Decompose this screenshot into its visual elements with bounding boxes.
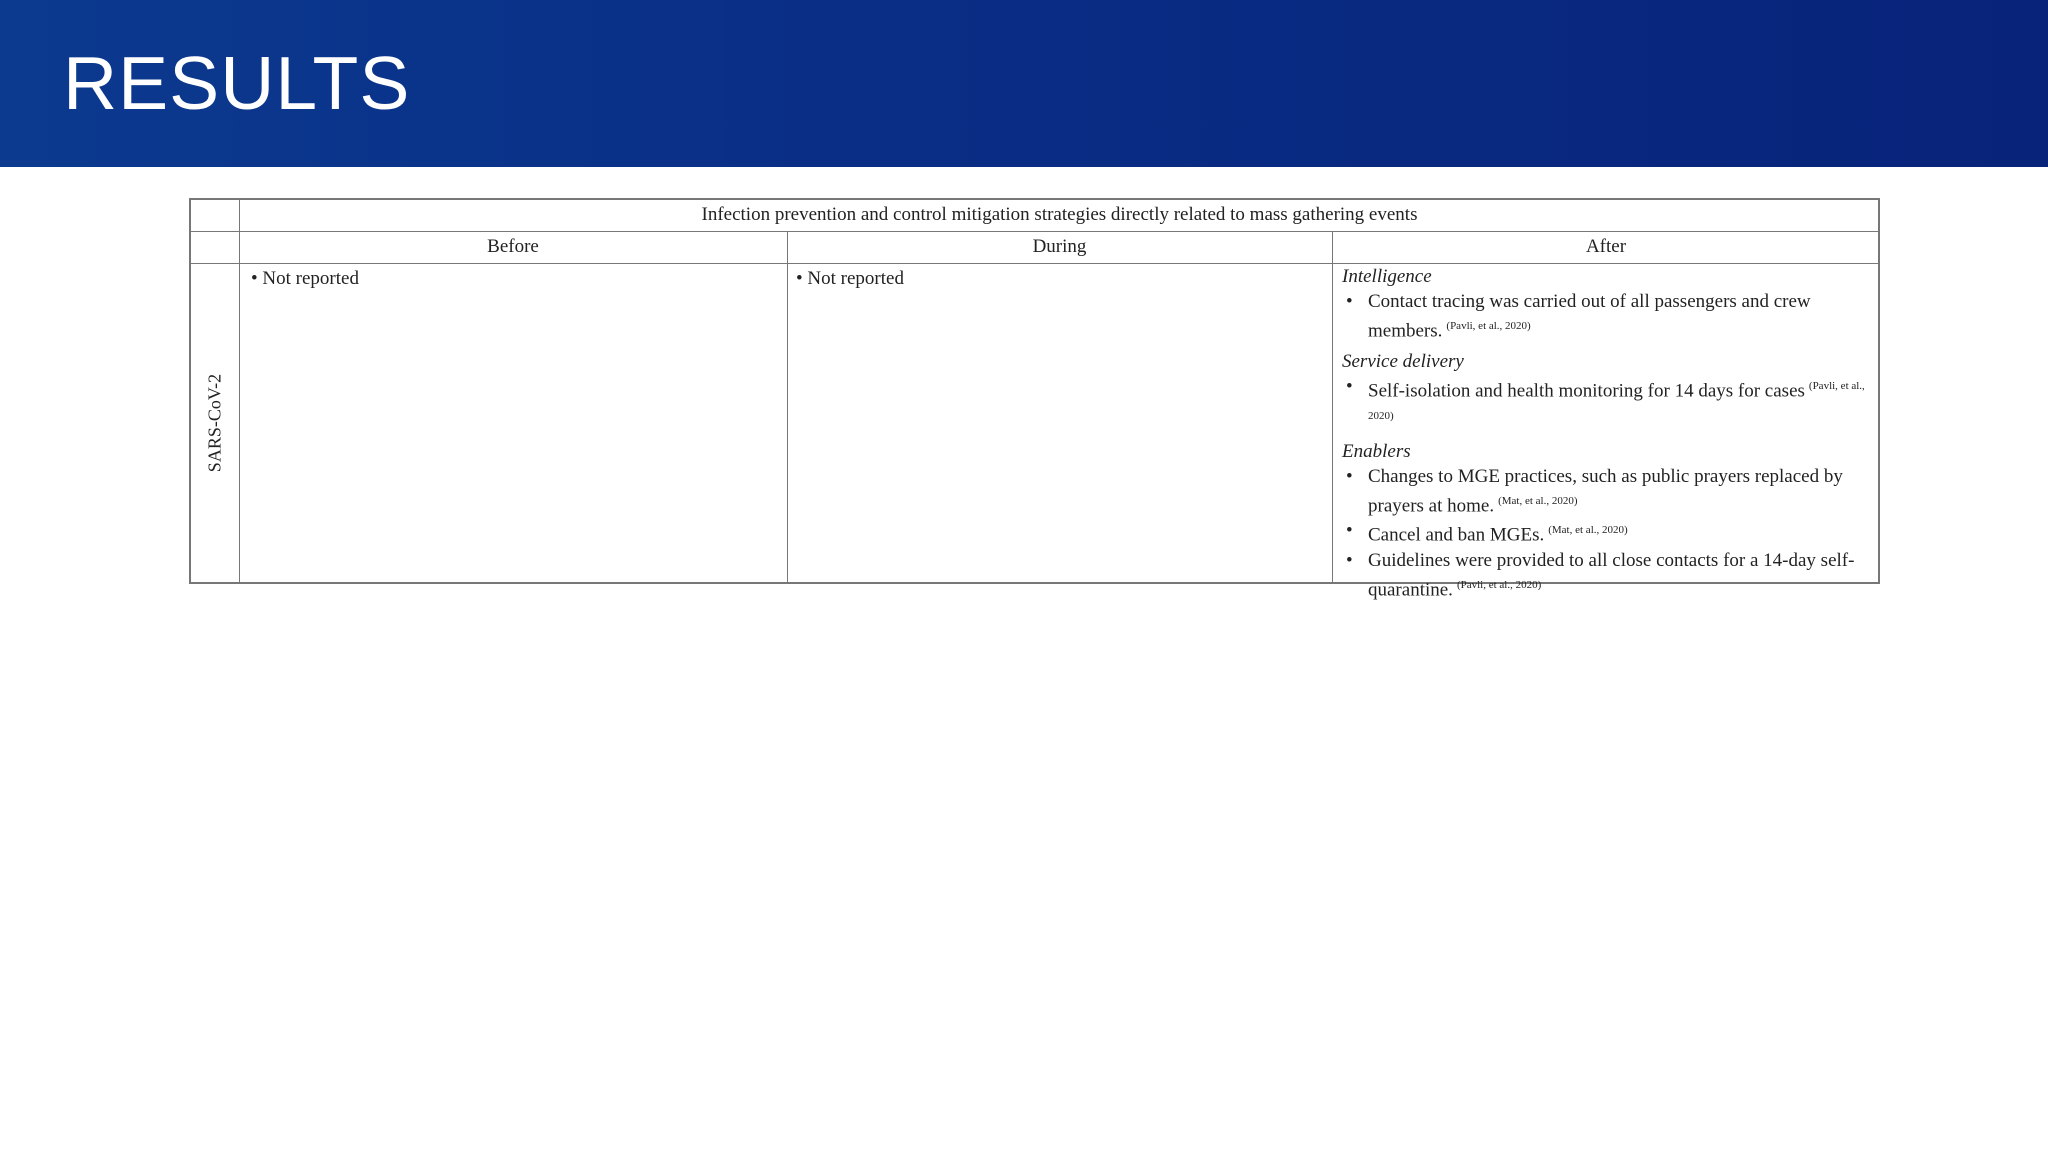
after-list-item	[1342, 464, 1872, 518]
after-list-item	[1342, 289, 1872, 343]
after-cell	[1342, 264, 1872, 602]
after-item-text: Changes to MGE practices, such as public prayers replaced by prayers at home.	[1368, 465, 1843, 517]
before-cell: • Not reported	[251, 268, 359, 289]
row-label-text: SARS-CoV-2	[204, 373, 225, 473]
table-title: Infection prevention and control mitigation strategies directly related to mass gathering events	[701, 204, 1418, 225]
after-item-citation: (Pavli, et al., 2020)	[1446, 320, 1531, 332]
after-item-text: Contact tracing was carried out of all passengers and crew members.	[1368, 291, 1811, 342]
table-divider	[787, 231, 788, 582]
table-divider	[1332, 231, 1333, 582]
after-item-text: Self-isolation and health monitoring for 14 days for cases	[1368, 380, 1805, 402]
after-list-item	[1342, 374, 1872, 433]
table-divider	[191, 231, 1878, 232]
during-cell: • Not reported	[796, 268, 904, 289]
column-header-during: During	[1032, 236, 1087, 257]
after-list-item	[1342, 518, 1872, 547]
column-header-before: Before	[487, 236, 539, 257]
after-list-item	[1342, 548, 1872, 602]
after-item-citation: (Pavli, et al., 2020)	[1456, 578, 1542, 591]
after-section-heading: Service delivery	[1342, 351, 1464, 373]
strategies-table	[189, 198, 1880, 600]
after-section-heading: Enablers	[1342, 440, 1411, 462]
after-item-citation: (Mat, et al., 2020)	[1548, 524, 1628, 537]
after-item-citation: (Pavli, et al., 2020)	[1368, 380, 1865, 422]
after-item-text: Guidelines were provided to all close contacts for a 14-day self-quarantine.	[1368, 549, 1855, 600]
row-label	[191, 264, 239, 582]
footnote-cropped	[235, 584, 795, 592]
after-item-text: Cancel and ban MGEs.	[1368, 524, 1545, 546]
slide-header	[0, 0, 2048, 167]
column-header-after: After	[1585, 236, 1627, 257]
after-section-heading: Intelligence	[1342, 266, 1432, 287]
after-item-citation: (Mat, et al., 2020)	[1498, 494, 1578, 507]
slide-title: RESULTS	[63, 41, 411, 125]
